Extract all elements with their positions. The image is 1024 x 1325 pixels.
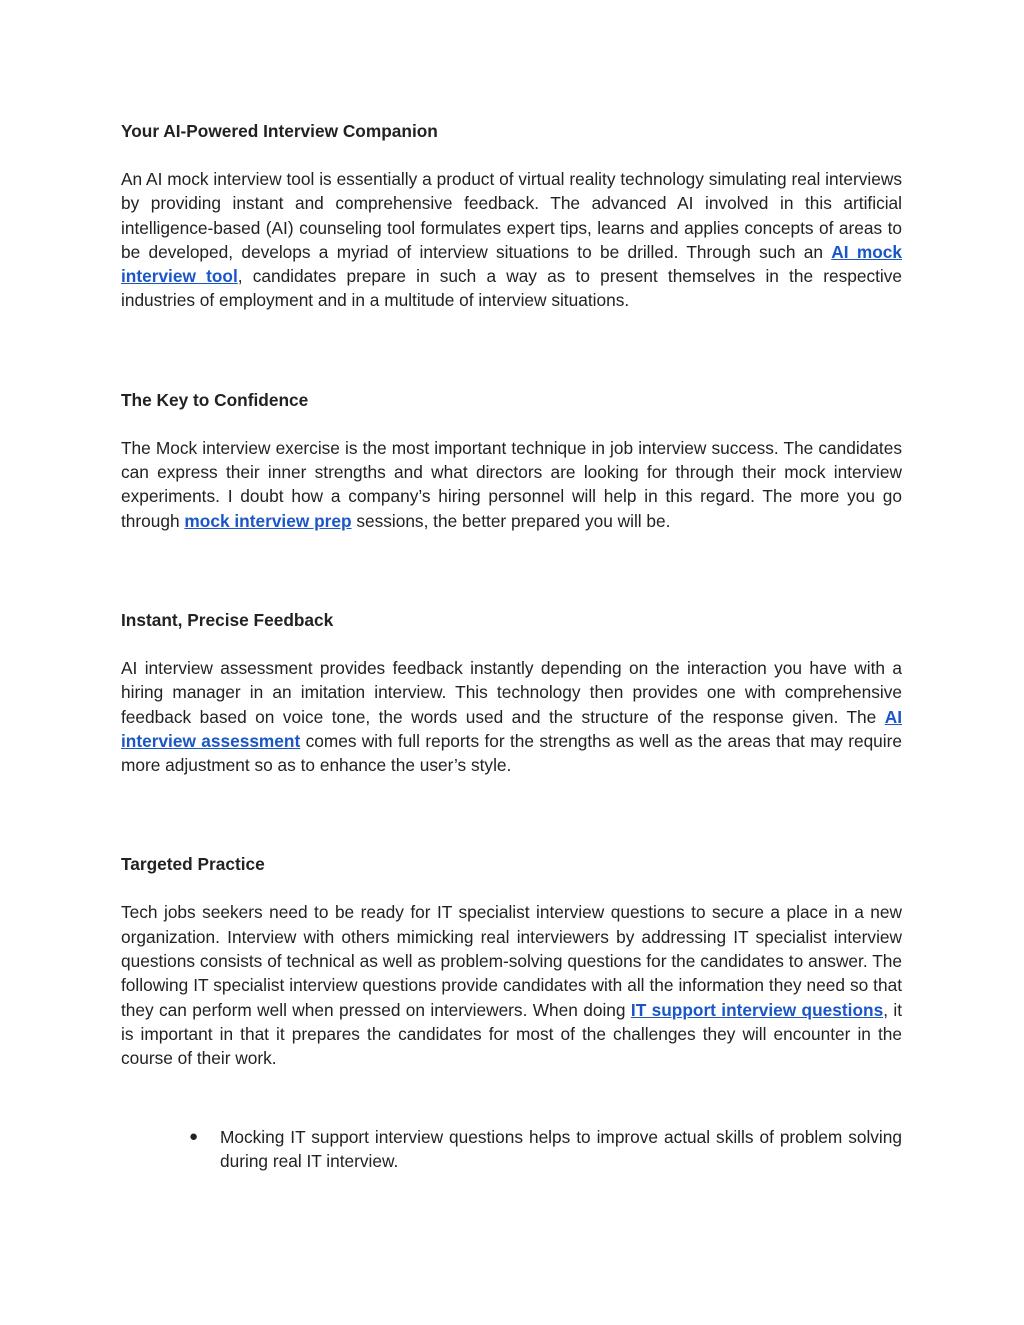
bullet-list	[121, 1125, 902, 1174]
bullet-text: Mocking IT support interview questions helps to improve actual skills of problem solving during real IT interview.	[220, 1126, 902, 1171]
paragraph-text: The Mock interview exercise is the most important technique in job interview success. The candidates can express their inner strengths and what directors are looking for through their mock interview experiments. I doubt how a company’s hiring personnel will help in this regard. The more you go through	[121, 437, 902, 531]
paragraph-text: , it is important in that it prepares the candidates for most of the challenges they will encounter in the course of their work.	[121, 999, 902, 1069]
section-heading: Targeted Practice	[121, 854, 265, 875]
paragraph-text: An AI mock interview tool is essentially a product of virtual reality technology simulating real interviews by providing instant and comprehensive feedback. The advanced AI involved in this artificial intelligence-based (AI) counseling tool formulates expert tips, learns and applies concepts of areas to be developed, develops a myriad of interview situations to be drilled. Through such an	[121, 169, 902, 262]
section-paragraph	[121, 167, 902, 313]
list-item	[121, 1125, 902, 1174]
paragraph-text: sessions, the better prepared you will be.	[351, 510, 671, 531]
paragraph-text: comes with full reports for the strengths as well as the areas that may require more adjustment so as to enhance the user’s style.	[121, 730, 902, 776]
ai-interview-assessment-link[interactable]: AI interview assessment	[121, 706, 902, 751]
section-heading: The Key to Confidence	[121, 389, 309, 410]
section-heading: Your AI-Powered Interview Companion	[121, 121, 438, 141]
it-support-interview-questions-link[interactable]: IT support interview questions	[630, 999, 884, 1020]
section-paragraph	[121, 900, 902, 1070]
section-spacer	[121, 533, 902, 608]
section-spacer	[121, 1071, 902, 1125]
section-paragraph	[121, 656, 902, 777]
mock-interview-prep-link[interactable]: mock interview prep	[184, 510, 352, 531]
section-spacer	[121, 313, 902, 388]
ai-mock-interview-tool-link[interactable]: AI mock interview tool	[121, 241, 902, 287]
section-heading: Instant, Precise Feedback	[121, 609, 334, 630]
document-page	[121, 119, 902, 1173]
paragraph-text: AI interview assessment provides feedback instantly depending on the interaction you have with a hiring manager in an imitation interview. This technology then provides one with comprehensive feedback based on voice tone, the words used and the structure of the response given. The	[121, 657, 902, 727]
paragraph-text: Tech jobs seekers need to be ready for IT specialist interview questions to secure a place in a new organization. Interview with others mimicking real interviewers by addressing IT specialist interview questions consists of technical as well as problem-solving questions for the candidates to answer. The following IT specialist interview questions provide candidates with all the information they need so that they can perform well when pressed on interviewers. When doing	[121, 902, 902, 1020]
bullet-icon: ●	[189, 1127, 199, 1145]
paragraph-text: , candidates prepare in such a way as to present themselves in the respective industries of employment and in a multitude of interview situations.	[121, 266, 903, 311]
section-key-to-confidence	[121, 388, 902, 533]
section-ai-companion	[121, 119, 902, 313]
section-instant-feedback	[121, 608, 902, 777]
section-targeted-practice	[121, 852, 902, 1070]
section-spacer	[121, 777, 902, 852]
section-paragraph	[121, 436, 902, 533]
